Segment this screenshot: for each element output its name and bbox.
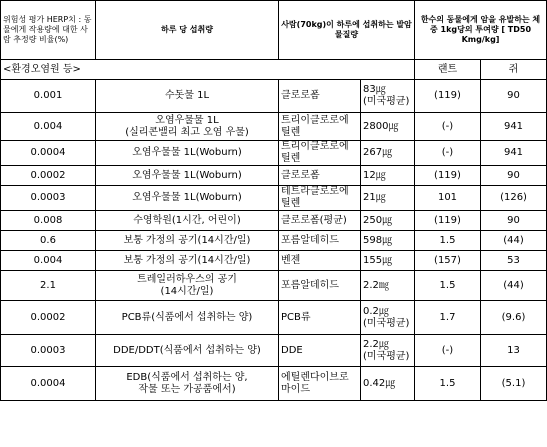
intake-cell: 오염우물물 1L(Woburn) (96, 186, 279, 211)
table-row (1, 141, 547, 166)
amount-cell: 0.2㎍ (미국평균) (361, 301, 415, 335)
rat-td50-cell: (119) (415, 166, 481, 186)
rat-td50-cell: (157) (415, 251, 481, 271)
rat-td50-cell: 1.7 (415, 301, 481, 335)
rat-td50-cell: (-) (415, 335, 481, 367)
rat-td50-cell: (-) (415, 113, 481, 141)
section-mouse-label: 쥐 (481, 60, 547, 80)
header-row (1, 1, 547, 60)
chemical-cell: 클로로폼 (279, 166, 361, 186)
intake-cell: 오염우물물 1L (실리콘밸리 최고 오염 우물) (96, 113, 279, 141)
header-td50: 한수의 동물에게 암을 유발하는 체중 1kg당의 투여량 [ TD50 Kmg/kg] (415, 1, 547, 60)
amount-cell: 83㎍ (미국평균) (361, 80, 415, 113)
mouse-td50-cell: 90 (481, 211, 547, 231)
header-herp: 위험성 평가 HERP치 : 동물에게 작용량에 대한 사람 추정량 비율(%) (1, 1, 96, 60)
chemical-cell: PCB류 (279, 301, 361, 335)
herp-cell: 0.0003 (1, 186, 96, 211)
mouse-td50-cell: (126) (481, 186, 547, 211)
amount-cell: 267㎍ (361, 141, 415, 166)
section-label: <환경오염원 등> (1, 60, 415, 80)
intake-cell: 수돗물 1L (96, 80, 279, 113)
mouse-td50-cell: 941 (481, 141, 547, 166)
section-rat-label: 랜트 (415, 60, 481, 80)
rat-td50-cell: (119) (415, 80, 481, 113)
rat-td50-cell: (-) (415, 141, 481, 166)
amount-cell: 21㎍ (361, 186, 415, 211)
herp-cell: 0.0003 (1, 335, 96, 367)
intake-cell: 오염우물물 1L(Woburn) (96, 166, 279, 186)
herp-cell: 0.6 (1, 231, 96, 251)
herp-cell: 0.008 (1, 211, 96, 231)
herp-cell: 0.0004 (1, 141, 96, 166)
chemical-cell: 벤젠 (279, 251, 361, 271)
amount-cell: 2.2㎍ (미국평균) (361, 335, 415, 367)
rat-td50-cell: 1.5 (415, 367, 481, 401)
herp-cell: 0.004 (1, 113, 96, 141)
intake-cell: 오염우물물 1L(Woburn) (96, 141, 279, 166)
section-row (1, 60, 547, 80)
amount-cell: 2.2㎎ (361, 271, 415, 301)
herp-cell: 2.1 (1, 271, 96, 301)
herp-cell: 0.0002 (1, 301, 96, 335)
mouse-td50-cell: 90 (481, 166, 547, 186)
table-row (1, 80, 547, 113)
header-intake: 하루 당 섭취량 (96, 1, 279, 60)
mouse-td50-cell: 941 (481, 113, 547, 141)
intake-cell: 수영학원(1시간, 어린이) (96, 211, 279, 231)
table-row (1, 251, 547, 271)
chemical-cell: 클로로폼 (279, 80, 361, 113)
table-row (1, 113, 547, 141)
chemical-cell: 테트라클로로에틸렌 (279, 186, 361, 211)
intake-cell: PCB류(식품에서 섭취하는 양) (96, 301, 279, 335)
mouse-td50-cell: 90 (481, 80, 547, 113)
mouse-td50-cell: (9.6) (481, 301, 547, 335)
chemical-cell: DDE (279, 335, 361, 367)
intake-cell: 보통 가정의 공기(14시간/일) (96, 231, 279, 251)
mouse-td50-cell: 53 (481, 251, 547, 271)
table-row (1, 186, 547, 211)
amount-cell: 155㎍ (361, 251, 415, 271)
amount-cell: 2800㎍ (361, 113, 415, 141)
mouse-td50-cell: (44) (481, 271, 547, 301)
herp-cell: 0.001 (1, 80, 96, 113)
rat-td50-cell: 1.5 (415, 271, 481, 301)
table-row (1, 301, 547, 335)
table-row (1, 271, 547, 301)
chemical-cell: 포름알데히드 (279, 231, 361, 251)
mouse-td50-cell: (5.1) (481, 367, 547, 401)
amount-cell: 0.42㎍ (361, 367, 415, 401)
herp-cell: 0.0004 (1, 367, 96, 401)
chemical-cell: 트리이클로로에틸렌 (279, 113, 361, 141)
table-row (1, 335, 547, 367)
rat-td50-cell: 101 (415, 186, 481, 211)
chemical-cell: 에틸렌다이브로마이드 (279, 367, 361, 401)
intake-cell: EDB(식품에서 섭취하는 양, 작물 또는 가공품에서) (96, 367, 279, 401)
table-row (1, 211, 547, 231)
amount-cell: 598㎍ (361, 231, 415, 251)
intake-cell: 보통 가정의 공기(14시간/일) (96, 251, 279, 271)
chemical-cell: 트리이클로로에틸렌 (279, 141, 361, 166)
amount-cell: 250㎍ (361, 211, 415, 231)
table-row (1, 367, 547, 401)
mouse-td50-cell: 13 (481, 335, 547, 367)
rat-td50-cell: (119) (415, 211, 481, 231)
intake-cell: 트레일러하우스의 공기 (14시간/일) (96, 271, 279, 301)
header-exposure: 사람(70kg)이 하루에 섭취하는 발암물질량 (279, 1, 415, 60)
chemical-cell: 포름알데히드 (279, 271, 361, 301)
mouse-td50-cell: (44) (481, 231, 547, 251)
rat-td50-cell: 1.5 (415, 231, 481, 251)
table-row (1, 166, 547, 186)
amount-cell: 12㎍ (361, 166, 415, 186)
chemical-cell: 클로로폼(평균) (279, 211, 361, 231)
herp-cell: 0.0002 (1, 166, 96, 186)
intake-cell: DDE/DDT(식품에서 섭취하는 양) (96, 335, 279, 367)
table-row (1, 231, 547, 251)
herp-cell: 0.004 (1, 251, 96, 271)
